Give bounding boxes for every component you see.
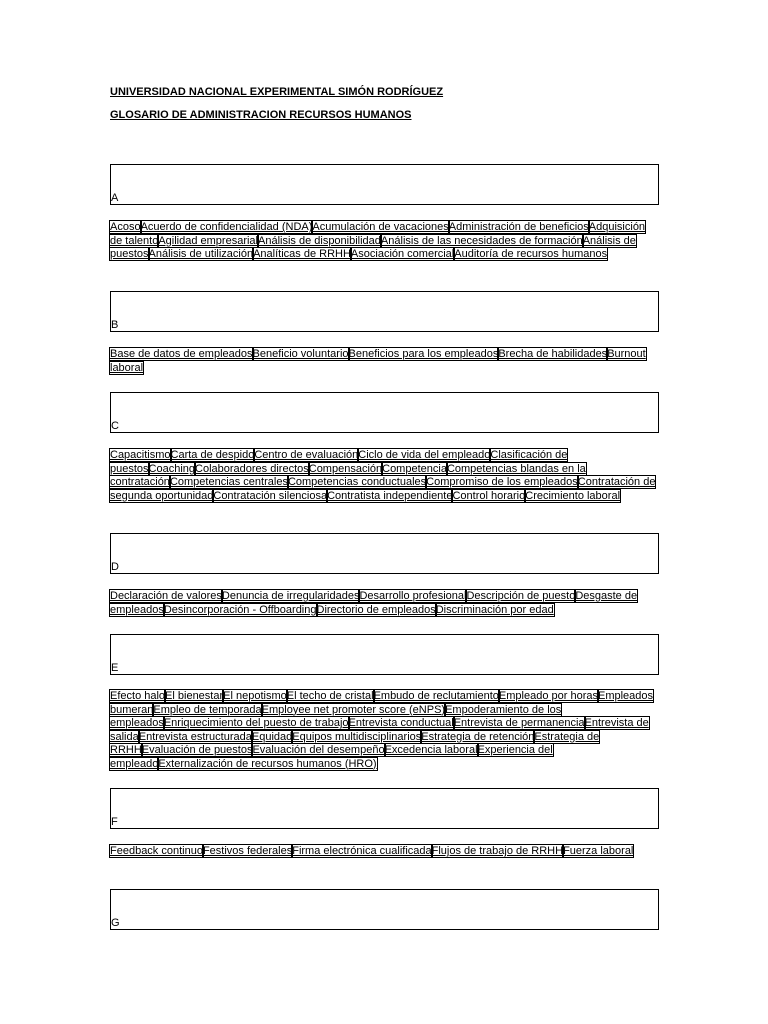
glossary-term-link[interactable]: Crecimiento laboral <box>525 489 621 502</box>
glossary-term-link[interactable]: Desgaste de empleados <box>110 590 638 616</box>
glossary-term-link[interactable]: Festivos federales <box>202 845 293 857</box>
glossary-term-link[interactable]: Empleo de temporada <box>153 703 262 716</box>
glossary-term-link[interactable]: Evaluación del desempeño <box>252 744 385 756</box>
glossary-term-link[interactable]: Embudo de reclutamiento <box>373 690 499 702</box>
glossary-term-link[interactable]: Directorio de empleados <box>316 603 436 616</box>
term-list-c <box>110 449 659 503</box>
glossary-term-link[interactable]: Estrategia de retención <box>421 730 535 743</box>
glossary-term-link[interactable]: Externalización de recursos humanos (HRO) <box>158 757 377 770</box>
term-list-b <box>110 348 659 375</box>
section-header-b <box>110 291 659 332</box>
glossary-term-link[interactable]: Acuerdo de confidencialidad (NDA) <box>140 221 313 233</box>
glossary-term-link[interactable]: Competencias centrales <box>169 476 288 488</box>
glossary-term-link[interactable]: Experiencia del empleado <box>110 744 553 770</box>
glossary-term-link[interactable]: Employee net promoter score (eNPS) <box>261 703 446 716</box>
glossary-term-link[interactable]: Entrevista conductual <box>348 717 454 729</box>
glossary-term-link[interactable]: Empleados bumeran <box>110 690 654 716</box>
glossary-term-link[interactable]: Beneficios para los empleados <box>348 348 499 360</box>
term-list-a <box>110 221 659 262</box>
glossary-term-link[interactable]: Clasificación de puestos <box>110 449 568 475</box>
section-letter: B <box>111 319 119 331</box>
glossary-term-link[interactable]: Feedback continuo <box>110 845 203 857</box>
glossary-term-link[interactable]: Discriminación por edad <box>435 603 554 616</box>
glossary-term-link[interactable]: Brecha de habilidades <box>498 348 608 360</box>
glossary-term-link[interactable]: Análisis de puestos <box>110 234 636 260</box>
glossary-term-link[interactable]: Firma electrónica cualificada <box>292 845 432 857</box>
glossary-term-link[interactable]: Competencias conductuales <box>287 476 427 488</box>
section-header-g <box>110 889 659 930</box>
glossary-term-link[interactable]: Competencias blandas en la contratación <box>110 462 586 488</box>
glossary-term-link[interactable]: Contratista independiente <box>327 489 453 502</box>
glossary-term-link[interactable]: Desincorporación - Offboarding <box>163 603 317 616</box>
glossary-term-link[interactable]: Acoso <box>110 221 141 233</box>
glossary-term-link[interactable]: Colaboradores directos <box>195 462 309 475</box>
glossary-term-link[interactable]: Competencia <box>382 462 447 475</box>
glossary-term-link[interactable]: Acumulación de vacaciones <box>312 221 449 233</box>
glossary-term-link[interactable]: Auditoría de recursos humanos <box>454 248 608 260</box>
section-letter: A <box>111 192 119 204</box>
glossary-term-link[interactable]: Flujos de trabajo de RRHH <box>431 845 564 857</box>
glossary-term-link[interactable]: Agilidad empresarial <box>158 234 258 247</box>
glossary-term-link[interactable]: El techo de cristal <box>286 690 374 702</box>
glossary-term-link[interactable]: Análisis de utilización <box>148 248 254 260</box>
glossary-term-link[interactable]: Enriquecimiento del puesto de trabajo <box>163 717 349 729</box>
glossary-term-link[interactable]: Efecto halo <box>110 690 166 702</box>
glossary-term-link[interactable]: Carta de despido <box>170 449 255 461</box>
glossary-term-link[interactable]: Empoderamiento de los empleados <box>110 703 562 729</box>
glossary-term-link[interactable]: El nepotismo <box>223 690 287 702</box>
glossary-term-link[interactable]: Contratación silenciosa <box>213 489 328 502</box>
section-letter: D <box>111 561 119 573</box>
glossary-term-link[interactable]: Contratación de segunda oportunidad <box>110 476 656 502</box>
glossary-term-link[interactable]: Burnout laboral <box>110 348 646 374</box>
glossary-term-link[interactable]: Administración de beneficios <box>448 221 589 233</box>
glossary-term-link[interactable]: Evaluación de puestos <box>141 744 253 756</box>
glossary-term-link[interactable]: Estrategia de RRHH <box>110 730 600 756</box>
glossary-term-link[interactable]: Beneficio voluntario <box>252 348 349 360</box>
term-list-f <box>110 845 659 859</box>
glossary-term-link[interactable]: Ciclo de vida del empleado <box>358 449 491 461</box>
glossary-term-link[interactable]: Denuncia de irregularidades <box>221 590 360 602</box>
term-list-d <box>110 590 659 617</box>
glossary-term-link[interactable]: Compensación <box>308 462 383 475</box>
glossary-term-link[interactable]: Equipos multidisciplinarios <box>292 730 422 743</box>
glossary-term-link[interactable]: Centro de evaluación <box>254 449 359 461</box>
glossary-term-link[interactable]: Excedencia laboral <box>384 744 478 756</box>
section-letter: E <box>111 662 119 674</box>
glossary-term-link[interactable]: Fuerza laboral <box>563 845 634 857</box>
glossary-term-link[interactable]: Adquisición de talento <box>110 221 646 247</box>
glossary-term-link[interactable]: Análisis de las necesidades de formación <box>380 234 583 247</box>
glossary-term-link[interactable]: Desarrollo profesional <box>359 590 467 602</box>
glossary-term-link[interactable]: Empleado por horas <box>498 690 598 702</box>
section-letter: C <box>111 420 119 432</box>
glossary-term-link[interactable]: Analíticas de RRHH <box>253 248 351 260</box>
glossary-term-link[interactable]: Entrevista estructurada <box>138 730 252 743</box>
section-header-c <box>110 392 659 433</box>
glossary-term-link[interactable]: Equidad <box>251 730 293 743</box>
glossary-term-link[interactable]: Base de datos de empleados <box>110 348 253 360</box>
glossary-term-link[interactable]: Descripción de puesto <box>466 590 576 602</box>
glossary-term-link[interactable]: Control horario <box>452 489 526 502</box>
glossary-term-link[interactable]: Asociación comercial <box>350 248 455 260</box>
glossary-term-link[interactable]: El bienestar <box>165 690 224 702</box>
glossary-title: GLOSARIO DE ADMINISTRACION RECURSOS HUMANOS <box>110 109 412 121</box>
glossary-term-link[interactable]: Declaración de valores <box>110 590 222 602</box>
glossary-term-link[interactable]: Análisis de disponibilidad <box>258 234 381 247</box>
section-header-f <box>110 788 659 829</box>
glossary-term-link[interactable]: Entrevista de salida <box>110 717 649 743</box>
glossary-term-link[interactable]: Entrevista de permanencia <box>453 717 585 729</box>
section-header-a <box>110 164 659 205</box>
university-title: UNIVERSIDAD NACIONAL EXPERIMENTAL SIMÓN RODRÍGUEZ <box>110 86 444 98</box>
term-list-e <box>110 690 659 771</box>
section-letter: G <box>111 917 120 929</box>
section-letter: F <box>111 816 118 828</box>
glossary-term-link[interactable]: Coaching <box>148 462 196 475</box>
glossary-term-link[interactable]: Compromiso de los empleados <box>426 476 578 488</box>
section-header-e <box>110 634 659 675</box>
glossary-term-link[interactable]: Capacitismo <box>110 449 171 461</box>
section-header-d <box>110 533 659 574</box>
